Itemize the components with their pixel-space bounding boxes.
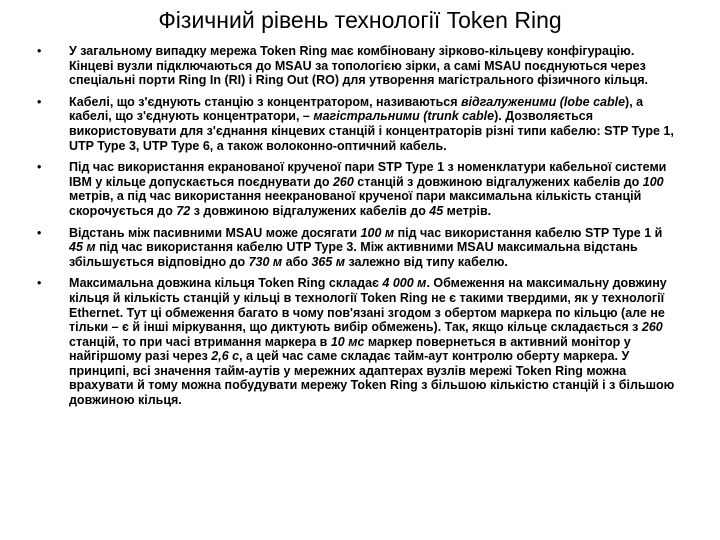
text-segment: станцій, то при часі втримання маркера в [69, 334, 331, 349]
bullet-text [69, 226, 662, 269]
text-segment: У загальному випадку мережа Token Ring має комбіновану зірково-кільцеву конфігурацію. Кінцеві вузли підключаються до MSAU за топологією зірки, а самі MSAU поєднуються через спеціальні порти Ring In (RI) і Ring Out (RO) для утворення магістрального фізичного кільця. [69, 44, 648, 88]
bullet-marker-icon: • [37, 44, 42, 58]
text-segment: ). Дозволяється використовувати для з'єднання кінцевих станцій і концентраторів різні типи кабелю: STP Type 1, UTP Type 3, UTP Type 6, а також волоконно-оптичний кабель. [69, 109, 674, 153]
bullet-text [69, 276, 674, 407]
emphasized-text: 365 м [311, 254, 346, 269]
text-segment: залежно від типу кабелю. [345, 254, 508, 269]
emphasized-text: 100 м [360, 225, 395, 240]
text-segment: під час використання кабелю STP Type 1 й [394, 225, 663, 240]
bullet-list [37, 44, 677, 415]
emphasized-text: 260 [641, 320, 663, 335]
slide-title: Фізичний рівень технології Token Ring [158, 7, 562, 33]
text-segment: під час використання кабелю UTP Type 3. Між активними MSAU максимальна відстань збільшується відповідно до [69, 240, 638, 269]
text-segment: Відстань між пасивними MSAU може досягати [69, 225, 361, 240]
text-segment: з довжиною відгалужених кабелів до [190, 203, 430, 218]
bullet-item [37, 95, 677, 153]
emphasized-text: 730 м [248, 254, 283, 269]
text-segment: станцій з довжиною відгалужених кабелів до [353, 174, 643, 189]
emphasized-text: 45 [429, 203, 444, 218]
text-segment: або [282, 254, 312, 269]
bullet-item [37, 44, 677, 88]
emphasized-text: магістральними (trunk cable [313, 109, 495, 124]
emphasized-text: 2,6 с [211, 349, 240, 364]
emphasized-text: 10 мс [330, 334, 365, 349]
bullet-item [37, 226, 677, 270]
bullet-marker-icon: • [37, 94, 42, 109]
bullet-text [69, 160, 666, 218]
bullet-marker-icon: • [37, 160, 42, 175]
text-segment: . Обмеження на максимальну довжину кільця й кількість станцій у кільці в технології Token Ring не є такими твердими, як у технології Ethernet. Тут ці обмеження багато в чому пов'язані згодом з обертом маркера по кільцю (але не тільки – є й інші міркування, що диктують вибір обмежень). Так, якщо кільце складається з [69, 276, 667, 335]
bullet-text [69, 95, 674, 153]
emphasized-text: 4 000 м [382, 276, 427, 291]
emphasized-text: 100 [642, 174, 664, 189]
text-segment: Під час використання екранованої крученої пари STP Type 1 з номенклатури кабельної системи IBM у кільце допускається поєднувати до [69, 160, 667, 189]
text-segment: метрів, а під час використання неекранованої крученої пари максимальна кількість станцій скорочується до [69, 189, 642, 218]
emphasized-text: відгалуженими (lobe cable [460, 94, 626, 109]
text-segment: Максимальна довжина кільця Token Ring складає [69, 276, 383, 291]
bullet-text [69, 44, 648, 87]
bullet-marker-icon: • [37, 276, 42, 291]
text-segment: метрів. [443, 203, 492, 218]
text-segment: маркер повернеться в активний монітор у найгіршому разі через [69, 334, 631, 364]
text-segment: ), а кабелі, що з'єднують концентратори, – [69, 94, 644, 124]
text-segment: , а цей час саме складає тайм-аут контролю оберту маркера. У принципі, всі значення тайм-аутів у мережних адаптерах вузлів мережі Token Ring можна врахувати й тому можна побудувати мережу Token Ring з більшою кількістю станцій і з більшою довжиною кільця. [69, 349, 675, 408]
emphasized-text: 45 м [69, 240, 96, 255]
bullet-item [37, 160, 677, 218]
emphasized-text: 260 [332, 174, 354, 189]
text-segment: Кабелі, що з'єднують станцію з концентратором, називаються [69, 94, 461, 109]
bullet-marker-icon: • [37, 225, 42, 240]
emphasized-text: 72 [176, 203, 191, 218]
bullet-item [37, 276, 677, 407]
